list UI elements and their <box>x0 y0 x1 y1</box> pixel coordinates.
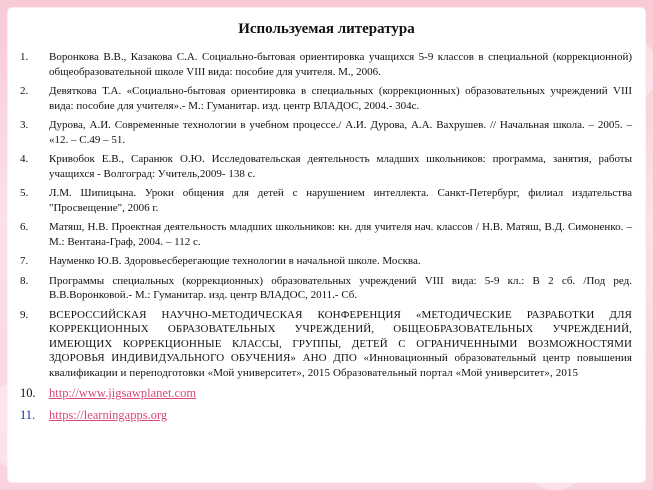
reference-number: 1. <box>20 51 29 63</box>
reference-item-link <box>20 385 632 402</box>
reference-list <box>20 50 632 429</box>
reference-item <box>20 50 632 79</box>
reference-number: 10. <box>20 386 36 400</box>
reference-item <box>20 274 632 303</box>
reference-text: Программы специальных (коррекционных) образовательных учреждений VIII вида: 5-9 кл.: В 2 сб. /Под ред. В.В.Воронковой.- М.: Гуманитар. изд. центр ВЛАДОС, 2011.- Сб. <box>49 274 632 301</box>
reference-number: 11. <box>20 408 36 422</box>
reference-item-link <box>20 407 632 424</box>
reference-number: 7. <box>20 255 29 267</box>
reference-text: Девяткова Т.А. «Социально-бытовая ориентировка в специальных (коррекционных) образовательных учреждений VIII вида: пособие для учителя».- М.: Гуманитар. изд. центр ВЛАДОС, 2004.- 304с. <box>49 85 632 112</box>
reference-number: 9. <box>20 308 29 321</box>
jigsawplanet-link[interactable]: http://www.jigsawplanet.com <box>49 386 197 400</box>
reference-text: Дурова, А.И. Современные технологии в учебном процессе./ А.И. Дурова, А.А. Вахрушев. // Начальная школа. – 2005. – «12. – С.49 – 51. <box>49 119 632 146</box>
reference-item <box>20 186 632 215</box>
reference-item <box>20 84 632 113</box>
reference-item <box>20 118 632 147</box>
reference-text: Науменко Ю.В. Здоровьесберегающие технологии в начальной школе. Москва. <box>49 255 421 267</box>
reference-number: 2. <box>20 85 29 97</box>
reference-text: Воронкова В.В., Казакова С.А. Социально-бытовая ориентировка учащихся 5-9 классов в специальной (коррекционной) общеобразовательной школе VIII вида: пособие для учителя. М., 2006. <box>49 51 632 78</box>
reference-number: 3. <box>20 119 29 131</box>
reference-number: 8. <box>20 274 29 287</box>
learningapps-link[interactable]: https://learningapps.org <box>49 408 168 422</box>
reference-text: Л.М. Шипицына. Уроки общения для детей с нарушением интеллекта. Санкт-Петербург, филиал издательства "Просвещение", 2006 г. <box>49 187 632 214</box>
reference-number: 4. <box>20 153 29 165</box>
reference-number: 6. <box>20 221 29 233</box>
reference-number: 5. <box>20 187 29 199</box>
reference-item <box>20 220 632 249</box>
reference-item <box>20 308 632 381</box>
reference-item <box>20 152 632 181</box>
reference-text: ВСЕРОССИЙСКАЯ НАУЧНО-МЕТОДИЧЕСКАЯ КОНФЕРЕНЦИЯ «МЕТОДИЧЕСКИЕ РАЗРАБОТКИ ДЛЯ КОРРЕКЦИОННЫХ ОБРАЗОВАТЕЛЬНЫХ УЧРЕЖДЕНИЙ, ОБЩЕОБРАЗОВАТЕЛЬНЫХ УЧРЕЖДЕНИЙ, ИМЕЮЩИХ КОРРЕКЦИОННЫЕ КЛАССЫ, ГРУППЫ, ДЕТЕЙ С ОГРАНИЧЕННЫМИ ВОЗМОЖНОСТЯМИ ЗДОРОВЬЯ ИНДИВИДУАЛЬНОГО ОБУЧЕНИЯ» АНО ДПО «Инновационный образовательный центр повышения квалификации и переподготовки «Мой университет», 2015 Образовательный портал «Мой университет», 2015 <box>49 308 632 379</box>
reference-text: Матяш, Н.В. Проектная деятельность младших школьников: кн. для учителя нач. классов / Н.В. Матяш, В.Д. Симоненко. – М.: Вентана-Граф, 2004. – 112 с. <box>49 221 632 248</box>
reference-item <box>20 254 632 269</box>
reference-text: Кривобок Е.В., Саранюк О.Ю. Исследовательская деятельность младших школьников: программа, занятия, работы учащихся - Волгоград: Учитель,2009- 138 с. <box>49 153 632 180</box>
page-title: Используемая литература <box>238 21 415 37</box>
